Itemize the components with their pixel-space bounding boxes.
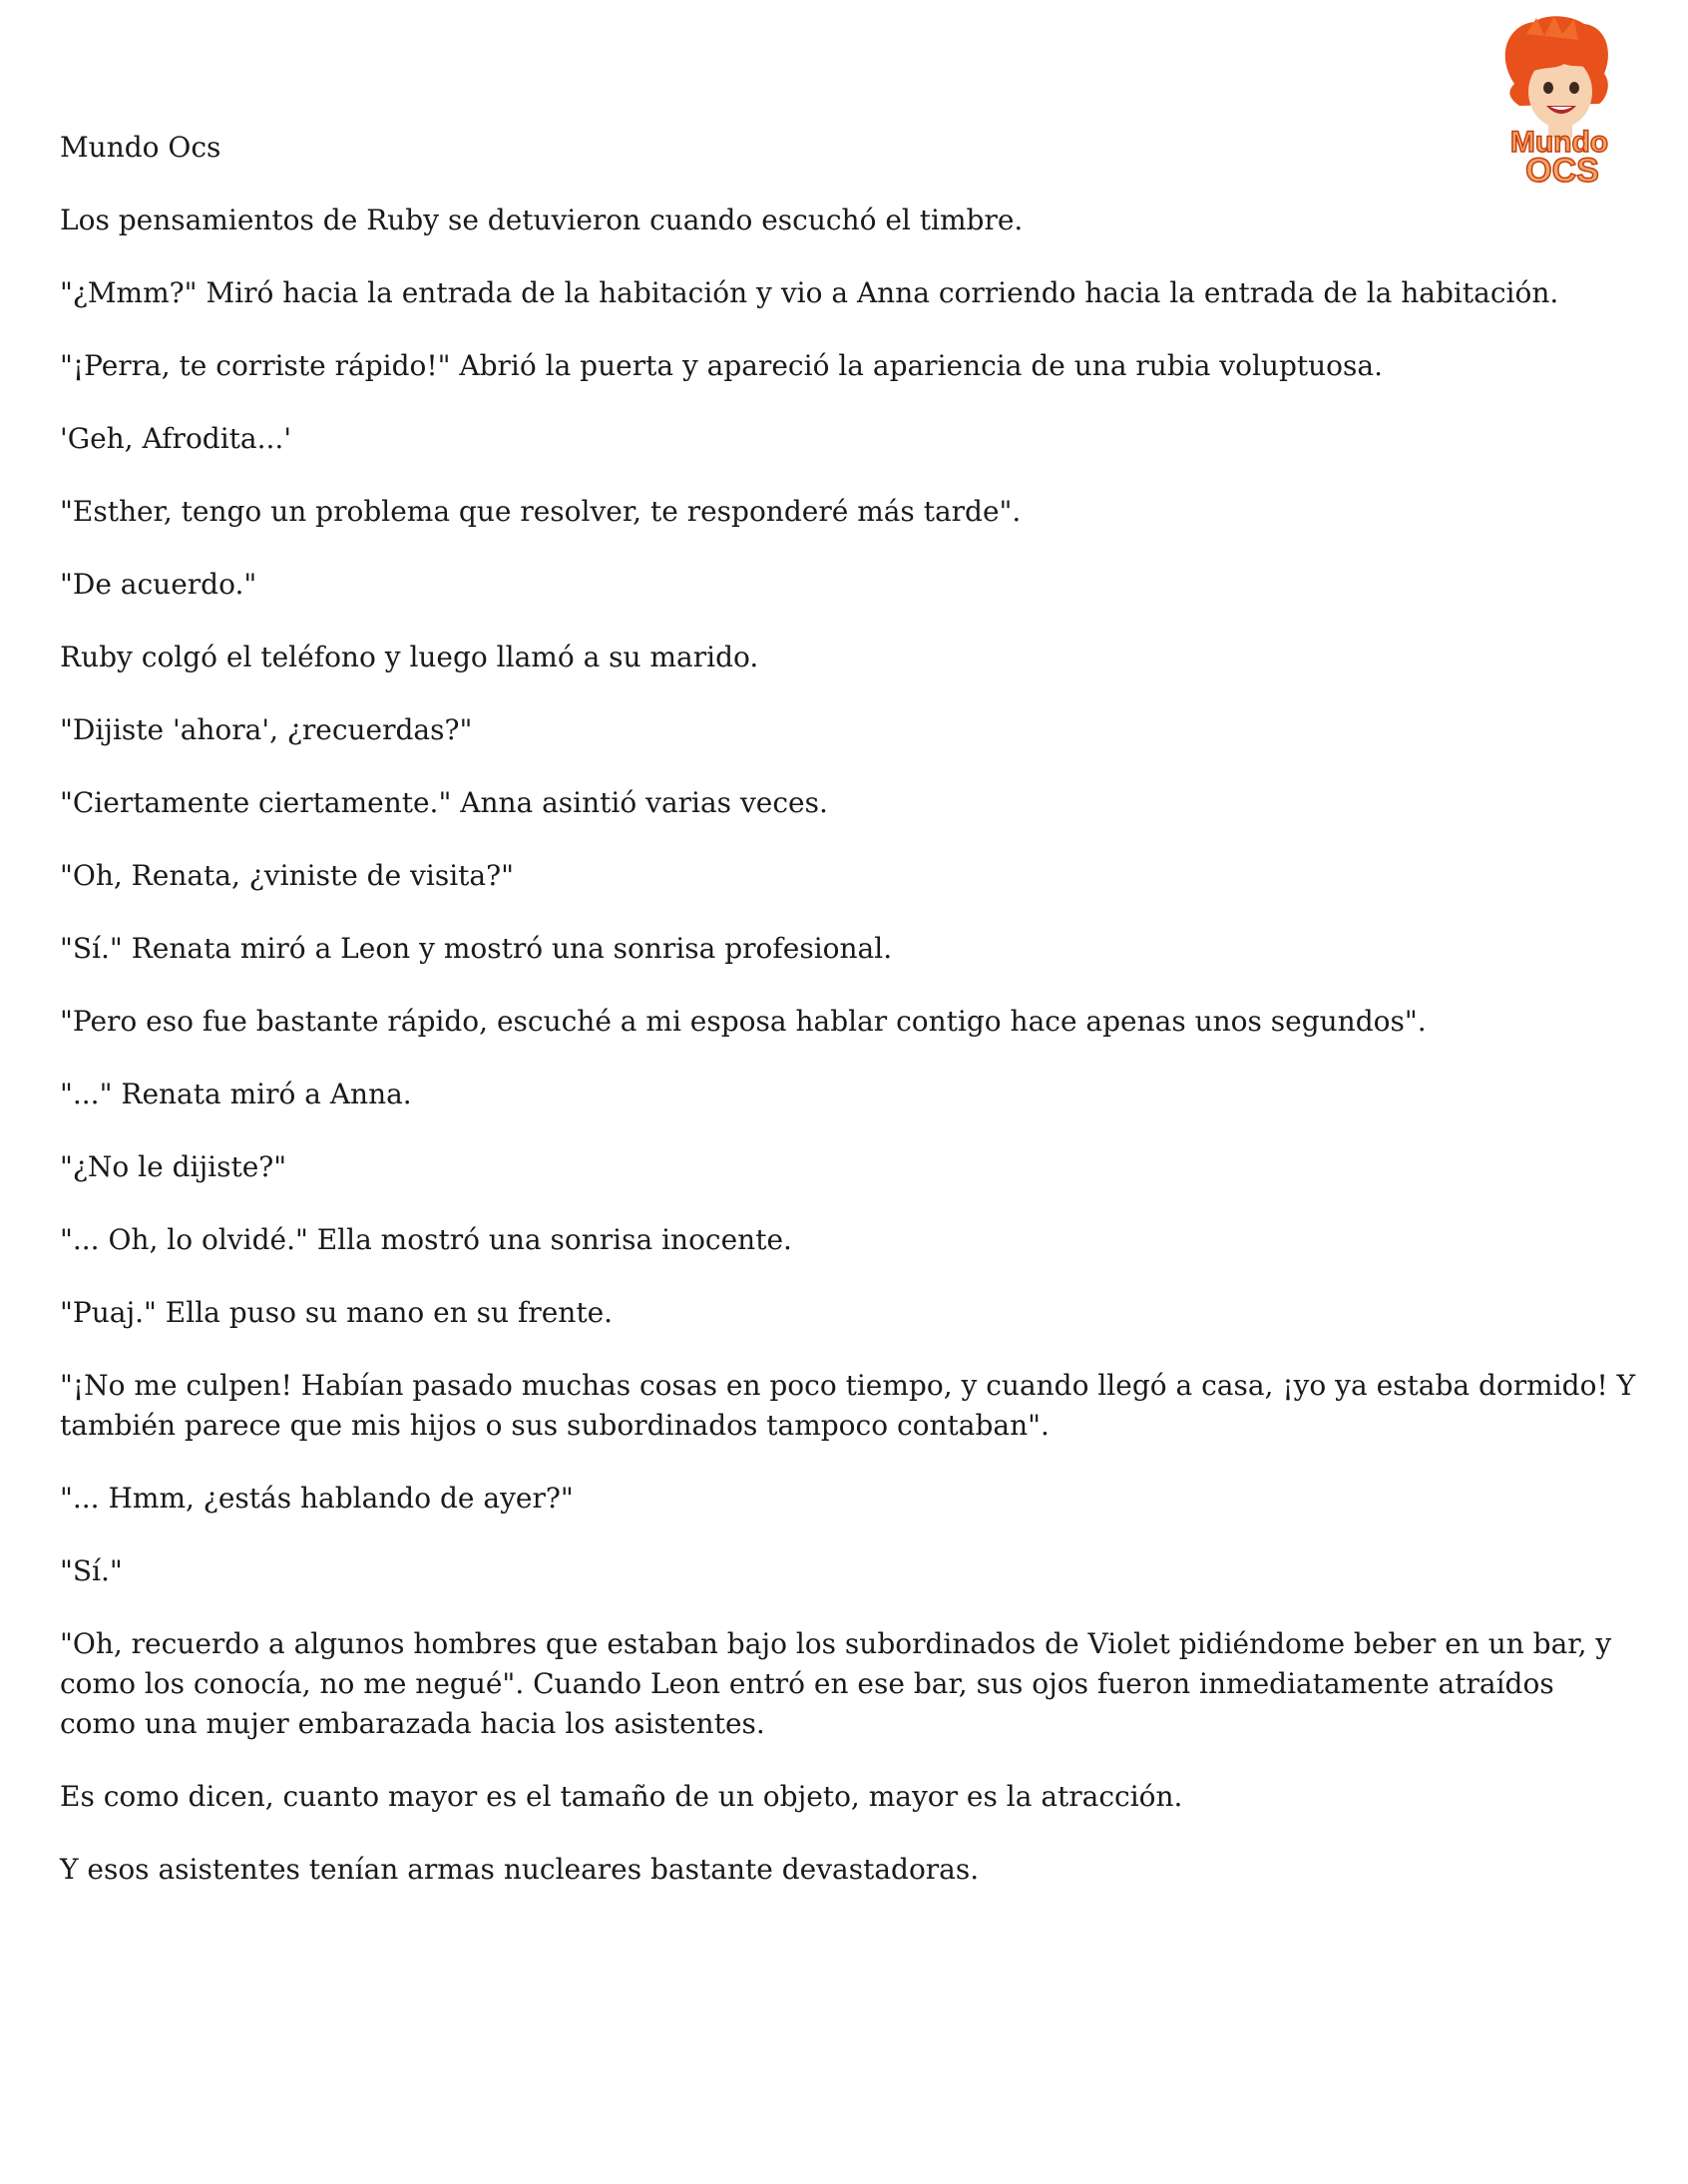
logo-text-ocs: OCS: [1525, 152, 1599, 186]
paragraph: "... Hmm, ¿estás hablando de ayer?": [60, 1482, 574, 1515]
paragraph: "Puaj." Ella puso su mano en su frente.: [60, 1296, 614, 1329]
paragraph: "Oh, recuerdo a algunos hombres que estaban bajo los subordinados de Violet pidiéndome beber en un bar, y como los conocía, no me negué". Cuando Leon entró en ese bar, sus ojos fueron inmediatamente atraídos como una mujer embarazada hacia los asistentes.: [60, 1627, 1612, 1740]
paragraph: "¿Mmm?" Miró hacia la entrada de la habitación y vio a Anna corriendo hacia la entrada de la habitación.: [60, 276, 1559, 309]
paragraph: "¿No le dijiste?": [60, 1150, 287, 1183]
doc-title: Mundo Ocs: [60, 131, 221, 164]
paragraph: "..." Renata miró a Anna.: [60, 1078, 412, 1110]
paragraph: "De acuerdo.": [60, 568, 257, 601]
paragraph: "Sí." Renata miró a Leon y mostró una sonrisa profesional.: [60, 932, 893, 965]
paragraph: Es como dicen, cuanto mayor es el tamaño de un objeto, mayor es la atracción.: [60, 1780, 1183, 1813]
paragraph: Y esos asistentes tenían armas nucleares bastante devastadoras.: [60, 1853, 980, 1886]
paragraph: "Esther, tengo un problema que resolver, te responderé más tarde".: [60, 495, 1022, 528]
paragraph: Los pensamientos de Ruby se detuvieron cuando escuchó el timbre.: [60, 204, 1024, 236]
paragraph: "Dijiste 'ahora', ¿recuerdas?": [60, 713, 473, 746]
paragraph: Ruby colgó el teléfono y luego llamó a su marido.: [60, 641, 759, 673]
document-body: [60, 128, 1636, 1923]
paragraph: "... Oh, lo olvidé." Ella mostró una sonrisa inocente.: [60, 1223, 792, 1256]
paragraph: "Sí.": [60, 1554, 123, 1587]
logo-text-mundo: Mundo: [1509, 126, 1609, 159]
paragraph: "¡No me culpen! Habían pasado muchas cosas en poco tiempo, y cuando llegó a casa, ¡yo ya estaba dormido! Y también parece que mis hijos o sus subordinados tampoco contaban".: [60, 1369, 1636, 1442]
paragraph: 'Geh, Afrodita...': [60, 422, 292, 455]
paragraph: "¡Perra, te corriste rápido!" Abrió la puerta y apareció la apariencia de una rubia voluptuosa.: [60, 349, 1383, 382]
paragraph: "Ciertamente ciertamente." Anna asintió varias veces.: [60, 786, 828, 819]
paragraph: "Pero eso fue bastante rápido, escuché a mi esposa hablar contigo hace apenas unos segundos".: [60, 1005, 1427, 1038]
paragraph: "Oh, Renata, ¿viniste de visita?": [60, 859, 514, 892]
